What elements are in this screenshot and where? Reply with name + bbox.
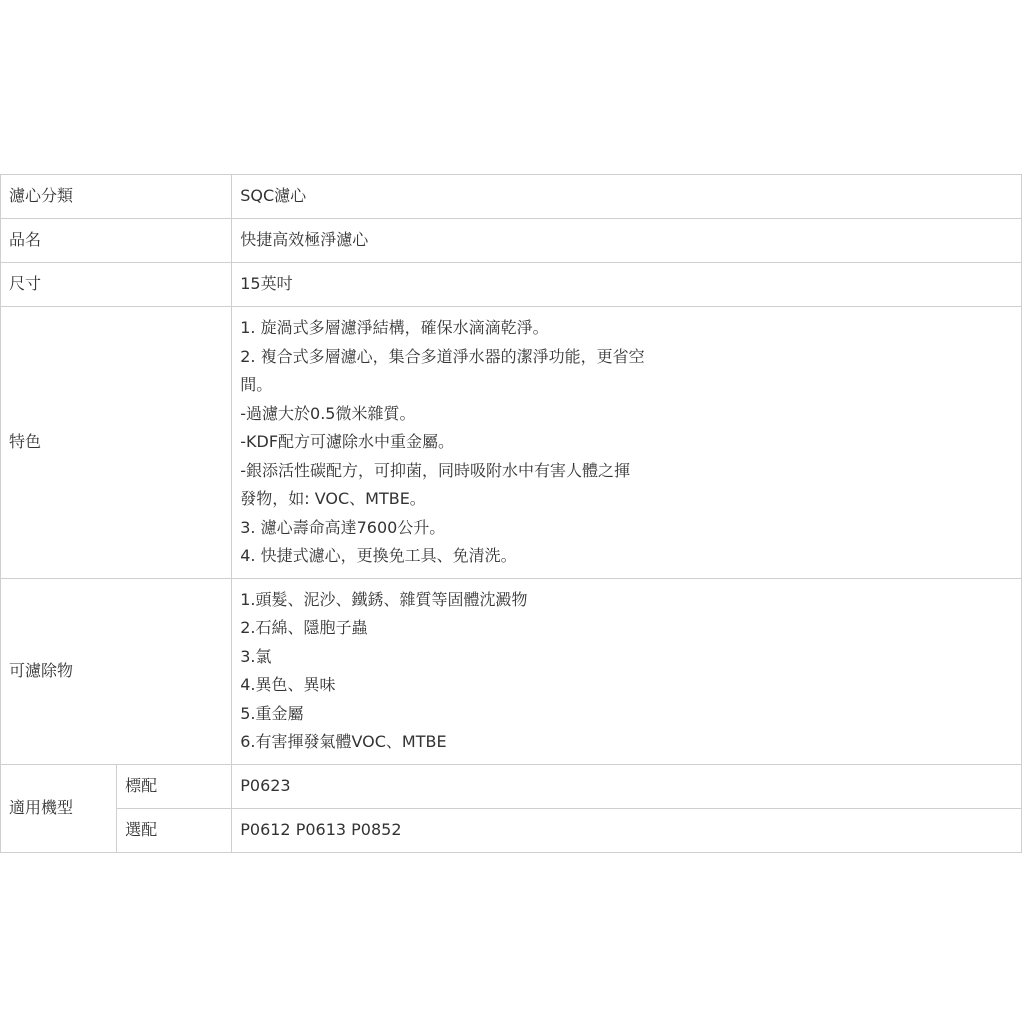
row-models-optional: [1, 808, 1022, 852]
removable-line: 3.氯: [240, 646, 272, 666]
removable-line: 5.重金屬: [240, 703, 304, 723]
features-line: 4. 快捷式濾心，更換免工具、免清洗。: [240, 546, 517, 565]
removable-line: 6.有害揮發氣體VOC、MTBE: [240, 732, 447, 751]
features-line: 發物，如: VOC、MTBE。: [240, 489, 426, 508]
removable-line: 1.頭髮、泥沙、鐵銹、雜質等固體沈澱物: [240, 589, 528, 609]
row-removable: [1, 578, 1022, 764]
models-standard-label: 標配: [117, 764, 232, 808]
features-line: 3. 濾心壽命高達7600公升。: [240, 517, 446, 537]
models-label: 適用機型: [1, 764, 117, 852]
row-features: [1, 307, 1022, 579]
product-name-value: 快捷高效極淨濾心: [232, 219, 1022, 263]
row-size: [1, 263, 1022, 307]
features-value: [232, 307, 1022, 579]
models-optional-label: 選配: [117, 808, 232, 852]
size-value: 15英吋: [232, 263, 1022, 307]
size-label: 尺寸: [1, 263, 232, 307]
features-line: 2. 複合式多層濾心，集合多道淨水器的潔淨功能，更省空: [240, 346, 645, 366]
row-product-name: [1, 219, 1022, 263]
removable-line: 2.石綿、隱胞子蟲: [240, 618, 368, 637]
features-line: 間。: [240, 375, 273, 394]
features-line: -銀添活性碳配方，可抑菌，同時吸附水中有害人體之揮: [240, 460, 631, 480]
row-models-standard: [1, 764, 1022, 808]
features-line: 1. 旋渦式多層濾淨結構，確保水滴滴乾淨。: [240, 318, 549, 337]
spec-table: [0, 174, 1022, 853]
features-label: 特色: [1, 307, 232, 579]
removable-label: 可濾除物: [1, 578, 232, 764]
removable-line: 4.異色、異味: [240, 675, 336, 694]
category-label: 濾心分類: [1, 175, 232, 219]
product-name-label: 品名: [1, 219, 232, 263]
models-optional-value: P0612 P0613 P0852: [232, 808, 1022, 852]
removable-value: [232, 578, 1022, 764]
features-line: -過濾大於0.5微米雜質。: [240, 403, 416, 423]
row-category: [1, 175, 1022, 219]
category-value: SQC濾心: [232, 175, 1022, 219]
models-standard-value: P0623: [232, 764, 1022, 808]
features-line: -KDF配方可濾除水中重金屬。: [240, 432, 455, 451]
